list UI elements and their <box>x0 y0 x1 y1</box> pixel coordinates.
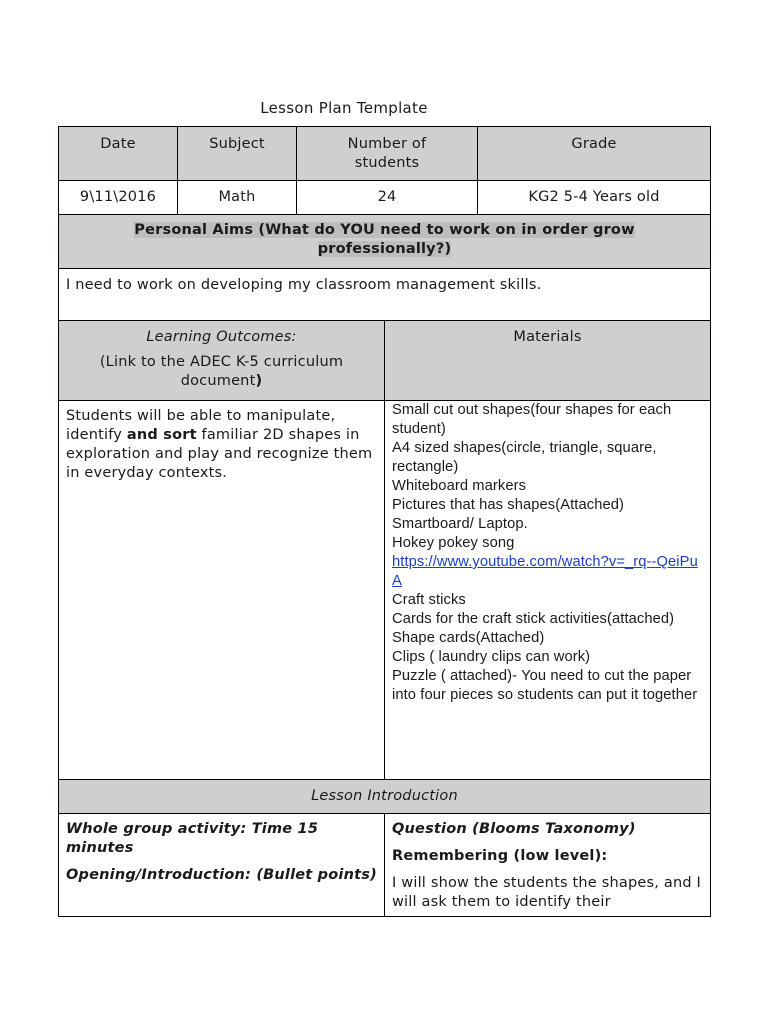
materials-item: Puzzle ( attached)- You need to cut the paper into four pieces so students can put it together <box>392 668 698 703</box>
remembering-text: I will show the students the shapes, and I will ask them to identify their <box>392 875 702 910</box>
materials-item: A4 sized shapes(circle, triangle, square, rectangle) <box>392 440 657 475</box>
materials-item: Shape cards(Attached) <box>392 630 545 646</box>
grade-value: KG2 5-4 Years old <box>478 181 711 215</box>
whole-group-activity: Whole group activity: Time 15 minutes <box>66 821 319 856</box>
outcomes-text-part-2: familiar 2D shapes in exploration and play and recognize them in everyday contexts. <box>66 427 373 481</box>
remembering-heading: Remembering (low level): <box>392 848 608 864</box>
header-number-of-students: Number of students <box>297 127 478 181</box>
learning-outcomes-heading: Learning Outcomes: <box>146 329 297 345</box>
personal-aims-text: I need to work on developing my classroom management skills. <box>59 269 711 321</box>
document-title: Lesson Plan Template <box>260 99 428 117</box>
whole-group-cell <box>59 814 385 917</box>
personal-aims-heading: Personal Aims (What do YOU need to work on in order grow professionally?) <box>134 222 635 257</box>
materials-item: Hokey pokey song <box>392 535 515 551</box>
outcomes-text-part-1: Students will be able to manipulate, identify <box>66 408 336 443</box>
learning-outcomes-heading-cell <box>59 321 385 401</box>
lesson-introduction-row <box>59 814 711 917</box>
subject-value: Math <box>178 181 297 215</box>
learning-outcomes-subheading <box>66 353 377 391</box>
materials-item: Cards for the craft stick activities(attached) <box>392 611 675 627</box>
hokey-pokey-youtube-link[interactable]: https://www.youtube.com/watch?v=_rq--QeiPuA <box>392 554 698 589</box>
personal-aims-heading-row <box>59 215 711 269</box>
materials-item: Whiteboard markers <box>392 478 527 494</box>
materials-heading: Materials <box>385 321 711 401</box>
date-value: 9\11\2016 <box>59 181 178 215</box>
outcomes-materials-heading-row <box>59 321 711 401</box>
question-blooms-taxonomy: Question (Blooms Taxonomy) <box>392 821 636 837</box>
personal-aims-row <box>59 269 711 321</box>
curriculum-link-text: (Link to the ADEC K-5 curriculum document <box>99 354 344 389</box>
outcomes-text-bold: and sort <box>126 427 197 443</box>
header-subject: Subject <box>178 127 297 181</box>
opening-introduction: Opening/Introduction: (Bullet points) <box>66 867 377 883</box>
materials-list <box>385 401 711 780</box>
outcomes-materials-row <box>59 401 711 780</box>
materials-item: Clips ( laundry clips can work) <box>392 649 591 665</box>
lesson-plan-table <box>58 126 711 917</box>
header-date: Date <box>59 127 178 181</box>
header-row <box>59 127 711 181</box>
lesson-introduction-heading-row <box>59 780 711 814</box>
closing-paren: ) <box>255 373 263 389</box>
materials-item: Small cut out shapes(four shapes for each student) <box>392 402 672 437</box>
materials-item: Smartboard/ Laptop. <box>392 516 528 532</box>
info-row <box>59 181 711 215</box>
header-grade: Grade <box>478 127 711 181</box>
learning-outcomes-text <box>59 401 385 780</box>
materials-item: Craft sticks <box>392 592 466 608</box>
lesson-introduction-heading: Lesson Introduction <box>59 780 711 814</box>
students-value: 24 <box>297 181 478 215</box>
question-cell <box>385 814 711 917</box>
materials-item: Pictures that has shapes(Attached) <box>392 497 624 513</box>
